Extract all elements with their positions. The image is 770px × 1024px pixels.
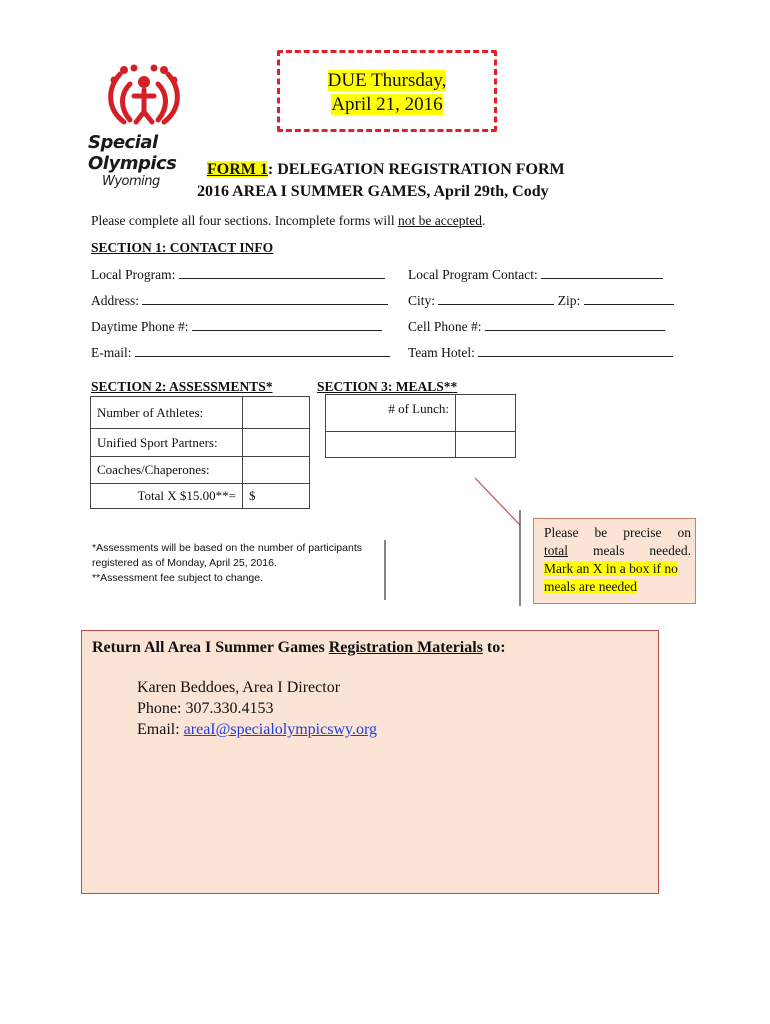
section-1-heading-text: SECTION 1: CONTACT INFO	[91, 240, 274, 255]
city-input-line[interactable]	[438, 292, 554, 305]
callout-total-word: total	[544, 543, 568, 558]
return-title-emphasis: Registration Materials	[328, 639, 483, 656]
instructions-emphasis: not be accepted	[398, 213, 482, 228]
local-program-field[interactable]	[91, 266, 385, 284]
section-3-heading-text: SECTION 3: MEALS**	[317, 379, 458, 394]
table-row	[91, 429, 310, 457]
team-hotel-label: Team Hotel:	[408, 345, 475, 360]
due-line-1: DUE Thursday,	[327, 70, 447, 91]
logo-line-wyoming: Wyoming	[102, 174, 160, 189]
instructions	[91, 212, 485, 230]
contact-email-line	[137, 719, 377, 740]
local-program-contact-label: Local Program Contact:	[408, 267, 538, 282]
callout-line-1: Please be precise on	[544, 525, 691, 540]
total-label: Total X $15.00**=	[91, 484, 243, 509]
local-program-label: Local Program:	[91, 267, 176, 282]
lunch-input[interactable]	[456, 395, 516, 432]
return-title	[92, 639, 506, 657]
local-program-input-line[interactable]	[179, 266, 385, 279]
return-materials-box	[81, 630, 659, 894]
table-row	[91, 457, 310, 484]
total-value[interactable]: $	[243, 484, 310, 509]
email-label: E-mail:	[91, 345, 132, 360]
callout-line-2-rest: meals needed.	[568, 543, 691, 558]
cell-phone-field[interactable]	[408, 318, 665, 336]
return-title-start: Return All Area I Summer Games	[92, 639, 329, 656]
instructions-end: .	[482, 213, 486, 228]
note-assessment-basis: *Assessments will be based on the number of participants registered as of Monday, April 25, 2016.	[92, 542, 362, 569]
assessment-note	[92, 541, 362, 586]
cell-phone-input-line[interactable]	[485, 318, 665, 331]
table-row	[91, 397, 310, 429]
callout-line-3: Mark an X in a box if no	[544, 561, 678, 576]
address-input-line[interactable]	[142, 292, 388, 305]
table-row	[91, 484, 310, 509]
meals-table	[325, 394, 516, 458]
athletes-input[interactable]	[243, 397, 310, 429]
address-label: Address:	[91, 293, 139, 308]
contact-name: Karen Beddoes, Area I Director	[137, 679, 341, 696]
local-program-contact-field[interactable]	[408, 266, 663, 284]
form-title-rest: : DELEGATION REGISTRATION FORM	[267, 161, 565, 178]
email-field[interactable]	[91, 344, 390, 362]
coaches-input[interactable]	[243, 457, 310, 484]
meals-blank-cell	[326, 432, 456, 458]
zip-label: Zip:	[557, 293, 581, 308]
coaches-label: Coaches/Chaperones:	[91, 457, 243, 484]
special-olympics-logo	[80, 60, 190, 200]
callout-connector	[470, 470, 530, 610]
note-fee-change: **Assessment fee subject to change.	[92, 572, 264, 584]
section-1-heading	[91, 239, 273, 257]
assessments-table	[90, 396, 310, 509]
callout-line-4: meals are needed	[544, 579, 637, 594]
special-olympics-figure-icon	[94, 60, 194, 130]
local-program-contact-input-line[interactable]	[541, 266, 663, 279]
meals-blank-input[interactable]	[456, 432, 516, 458]
daytime-phone-field[interactable]	[91, 318, 382, 336]
contact-email-label: Email:	[137, 721, 184, 738]
city-label: City:	[408, 293, 436, 308]
section-2-heading-text: SECTION 2: ASSESSMENTS*	[91, 379, 273, 394]
email-input-line[interactable]	[135, 344, 390, 357]
section-2-heading	[91, 378, 273, 396]
instructions-text: Please complete all four sections. Incomplete forms will	[91, 213, 399, 228]
logo-line-olympics: Olympics	[88, 153, 177, 174]
contact-email-link[interactable]: areaI@specialolympicswy.org	[183, 721, 377, 738]
unified-partners-input[interactable]	[243, 429, 310, 457]
contact-phone: Phone: 307.330.4153	[137, 700, 274, 717]
due-line-2: April 21, 2016	[331, 94, 443, 115]
lunch-label: # of Lunch:	[326, 395, 456, 432]
form-title	[207, 159, 565, 181]
team-hotel-field[interactable]	[408, 344, 673, 362]
logo-line-special: Special	[88, 132, 158, 153]
table-row	[326, 395, 516, 432]
note-divider-line	[380, 540, 390, 602]
table-row	[326, 432, 516, 458]
athletes-label: Number of Athletes:	[91, 397, 243, 429]
meals-callout	[533, 518, 696, 604]
unified-partners-label: Unified Sport Partners:	[91, 429, 243, 457]
address-field[interactable]	[91, 292, 388, 310]
cell-phone-label: Cell Phone #:	[408, 319, 482, 334]
form-number: FORM 1	[207, 161, 268, 178]
team-hotel-input-line[interactable]	[478, 344, 673, 357]
return-title-end: to:	[482, 639, 506, 656]
due-date-box	[277, 50, 497, 132]
city-zip-field[interactable]	[408, 292, 674, 310]
daytime-phone-label: Daytime Phone #:	[91, 319, 189, 334]
daytime-phone-input-line[interactable]	[192, 318, 382, 331]
return-contact	[137, 677, 377, 740]
form-subtitle: 2016 AREA I SUMMER GAMES, April 29th, Cody	[197, 183, 549, 200]
callout-line-2	[544, 542, 691, 560]
logo-wordmark	[88, 132, 198, 190]
zip-input-line[interactable]	[584, 292, 674, 305]
